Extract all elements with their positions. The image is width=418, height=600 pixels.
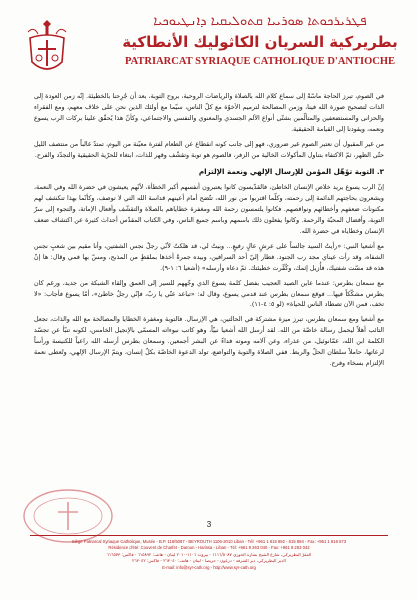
footer-line: المقرّ البطريركي، شارع الشيخ بشارة الخوري ١١١٦/٥٠٨٧ - بيروت ١١٠٦-٢٠١٠ لبنان - هاتف: ٦١٥٨٩٢ - فاكس: ٦١٦٥٧٣ xyxy=(106,551,312,557)
patriarchate-coat-of-arms-icon xyxy=(24,18,70,76)
header-syriac-title: ܦܛܪܝܪܟܘܬܐ ܣܘܪܝܝܐ ܩܬܘܠܝܩܝܐ ܕܐܢܛܝܘܟܝܐ xyxy=(153,14,367,29)
paragraph: من غير المقبول أن نعتبر الصوم غير ضروري، فهو إلى جانب كونه انقطاع عن الطعام لفترة معيّنة من اليوم، تمتدّ غالباً من منتصف الليل حتّى الظهر، ثمّ الاكتفاء بتناول المأكولات الخالية من الزفر، فالصوم هو توبة وتقشّف وقهر للذات، ابتغاء للحرّية الحقيقية والتجدّد والفرح. xyxy=(34,140,384,159)
header-french-title: PATRIARCAT SYRIAQUE CATHOLIQUE D'ANTIOCHE xyxy=(124,56,396,67)
footer-contact-info xyxy=(20,539,398,571)
footer-line: الدير البطريركي، دير الشرفة - درعون - حريصا - لبنان - هاتف: ٢٦٣٠٤٠ - فاكس: ٢٦٣٠٤٢ xyxy=(132,558,286,564)
footer-line: Résidence d'été: Couvent de Charfet - Daroun - Harissa - Liban - Tél: +961 9 263 040 - Fax: +961 9 263 042 xyxy=(108,545,310,551)
footer-email-link[interactable]: E-mail: info@syr-cath.org - http://www.syr-cath.org xyxy=(162,564,256,570)
paragraph: إنّ الرب يسوع يريد خلاص الإنسان الخاطئ، فالقدّيسون كانوا يعتبرون أنفسهم أكبر الخطأة، لأنّهم يعيشون في حضرة الله وفي النعمة، ويشعرون بحاجتهم الدائمة إلى رحمته، وكلّما اقتربوا من نور الله، تتّضح أمام أعينهم قداسة الله التي لا توصف، وكأنّما بهذا تنكشف لهم مكنونات ضعفهم وأخطائهم ونواقصهم. فكانوا يلتمسون رحمة الله ومغفرة خطاياهم بالصلاة والتقشّف وأفعال الإماتة، والتجوء إلى سرّ التوبة، وأفضال المحبّة والرحمة. وكانوا يفعلون ذلك باسمهم وباسم جميع الناس، وفي الكتاب المقدّس أحداث كثيرة عن اكتشاف ضعف الإنسان وخطاياه في حضرة الله. xyxy=(34,184,384,235)
section-heading: ٣. التوبة تؤهّل المؤمن للإرسال الإلهي ونعمة الإلتزام xyxy=(198,167,384,177)
footer-divider xyxy=(30,535,388,536)
header-arabic-title: بطريركية السريان الكاثوليك الأنطاكية xyxy=(122,33,398,51)
patriarchal-seal-stamp xyxy=(18,486,118,546)
paragraph: مع أشعيا ومع سمعان بطرس، تبرز ميزة مشتركة في الحالتين، هي الإرسال. فالتوبة ومغفرة الخطايا والمصالحة مع الله والذات، تجعل التائب أهلاً ليحمل رسالة خاصّة من الله. لقد أرسل الله أشعيا نبيّاً، وهو كاتب نبوءاته المسمّى بالإنجيل الخامس، لكونه تنبّأ عن تجسّد الكلمة ابن الله، عمّانوئيل، من عذراء، وعن آلامه وموته فداءً عن البشر أجمعين. وسمعان بطرس أرسله الله راعياً للكنيسة ورأساً لرعاتها، حاملاً سلطان الحلّ والربط. ففي الصلاة والتوبة والتواضع، تولد الدعوة الخاصّة بكلّ إنسان، ويتمّ الإرسال الإلهي، وتُعطى نعمة الإلتزام بسخاء وفرح. xyxy=(34,316,384,367)
paragraph: مع سمعان بطرس: عندما عاين الصيد العجيب بفضل كلمة يسوع الذي وجّههم للسير إلى العمق وإلقاء الشبكة من جديد، ورغم كان بطرس مشكّكاً فيها... فوقع سمعان بطرس عند قدمي يسوع، وقال له: «تباعد عنّي يا ربّ، فإنّي رجلٌ خاطئ»، أمّا يسوع فأجاب: «لا تخف، فمن الآن تصطاد الناس للحياة» (لو ٥: ٤-١١). xyxy=(34,279,384,309)
document-body xyxy=(34,92,384,374)
paragraph: مع أشعيا النبي: «رأيتُ السيد جالساً على عرشٍ عالٍ رفيعٍ... وبيتُ لي، قد هلكتُ لأنّي رجلٌ نجس الشفتين، وأنا مقيم بين شعبٍ نجس الشفاه، وقد رأت عيناي مجد رب الجنود. فطار إليّ أحد السرافين، وبيده جمرةٌ أخذها بملقطٍ من المذبح، ومسّ بها فمي وقال: ها إنّ هذه قد مسّت شفتيك، فأُزيل إثمك، وكُفِّرت خطيئتك. ثمّ دعاه وأرسله» (أشعيا ٦: ١-٩). xyxy=(34,242,384,272)
page-number: 3 xyxy=(206,520,212,529)
footer-line: Siège Patriarcal Syriaque Catholique, Musée - B.P. 116/5087 - BEYROUTH 1106-2010 Liban - Tél: +961 1 615 892 - 615 894 - Fax: +961 1 616 573 xyxy=(71,539,347,544)
paragraph: في الصوم، تبرز الحاجة ماسّةً إلى سماع كلام الله بالصلاة والرياضات الروحية، بروح التوبة، بعد أن جُرِحنا بالخطيئة. إنّه زمن العودة إلى الذات لتصحيح صورة الله فينا، وزمن المصالحة لترميم الأخوّة مع كلّ الناس، سيّما مع أولئك الذين نحن على خلاف معهم، ومع الفقراء والحزانى والمستضعفين والمتألّمين بشتّى أنواع الألم الجسدي والمعنوي والنفسي والاجتماعي، وكأنّ هذا يُحقّق علينا بركات الرب يسوع ونعمه، ويقودنا إلى القيامة الحقيقية. xyxy=(34,93,384,133)
